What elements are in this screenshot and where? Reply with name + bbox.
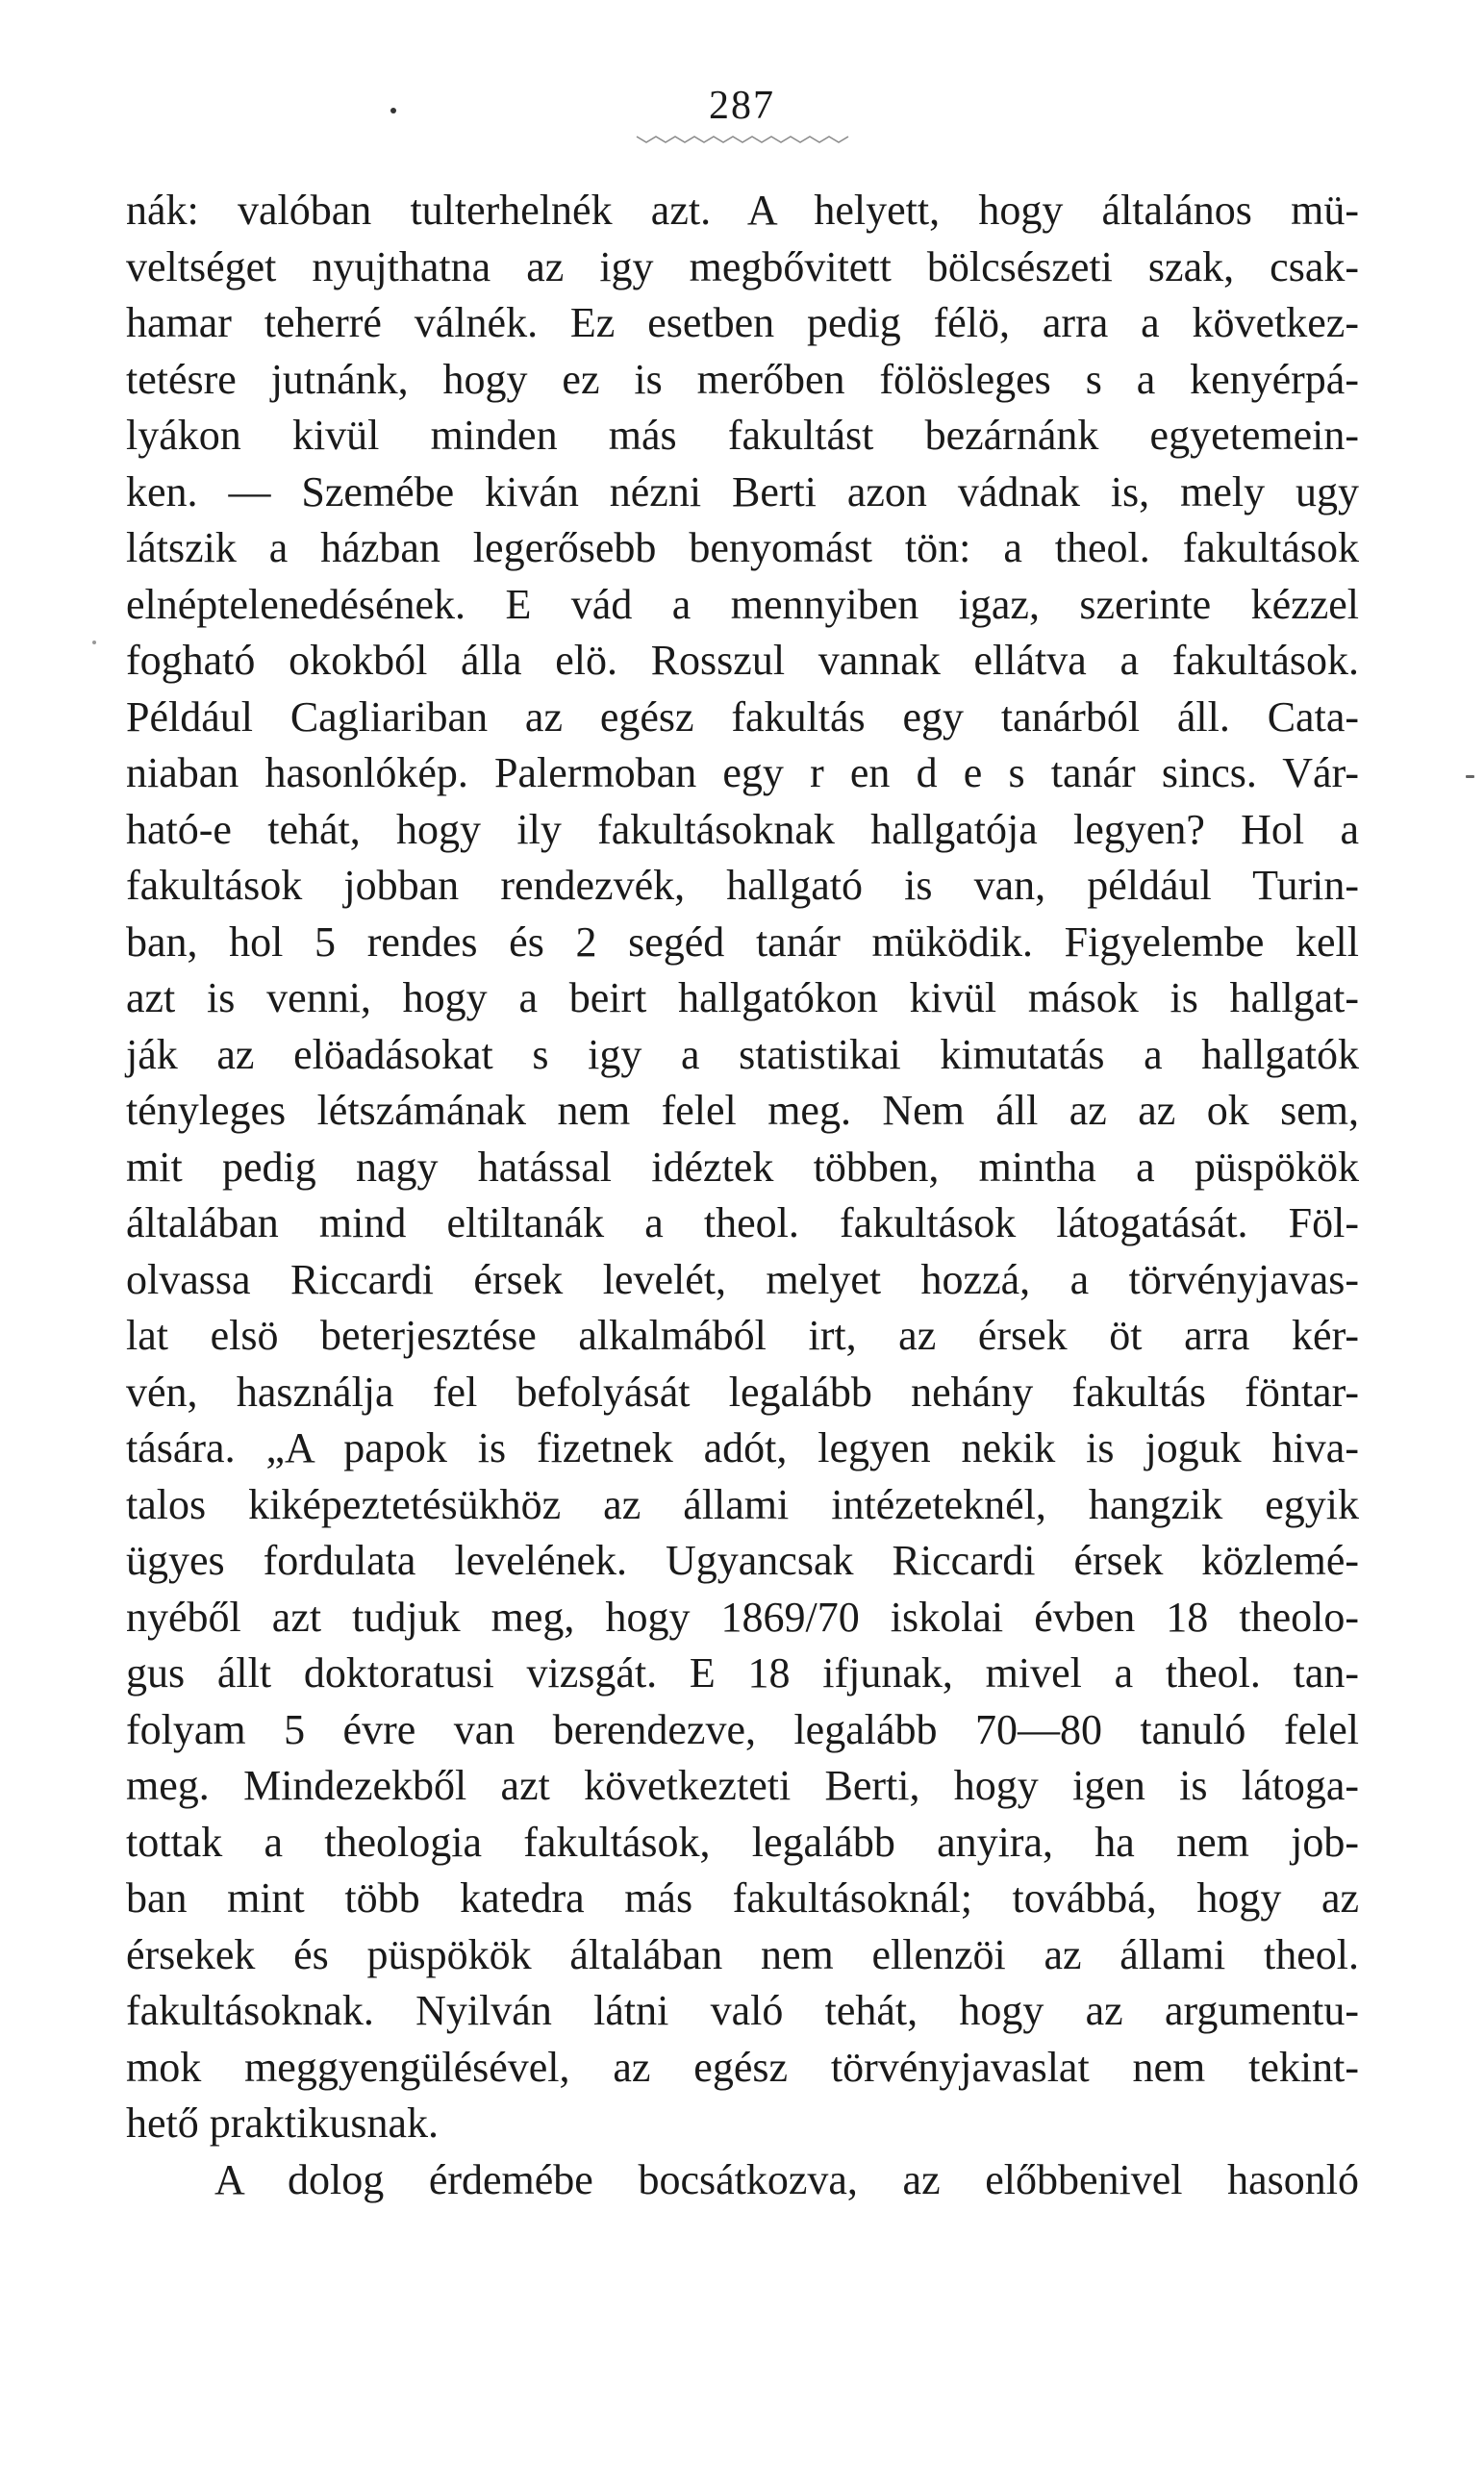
text-line: lat elsö beterjesztése alkalmából irt, az érsek öt arra kér- bbox=[126, 1312, 1359, 1359]
text-line: talos kiképeztetésükhöz az állami intézeteknél, hangzik egyik bbox=[126, 1480, 1359, 1528]
text-line: ható-e tehát, hogy ily fakultásoknak hallgatója legyen? Hol a bbox=[126, 805, 1359, 853]
stray-dot-top bbox=[390, 108, 396, 113]
text-line: mok meggyengülésével, az egész törvényjavaslat nem tekint- bbox=[126, 2043, 1359, 2091]
paragraph-2 bbox=[126, 2152, 1359, 2209]
text-line: látszik a házban legerősebb benyomást tön: a theol. fakultások bbox=[126, 524, 1359, 571]
text-line: tottak a theologia fakultások, legalább anyira, ha nem job- bbox=[126, 1818, 1359, 1866]
body-text bbox=[126, 183, 1359, 2208]
page-number: 287 bbox=[709, 84, 775, 128]
text-line: ban, hol 5 rendes és 2 segéd tanár müködik. Figyelembe kell bbox=[126, 918, 1359, 966]
text-line: niaban hasonlókép. Palermoban egy r en d e s tanár sincs. Vár- bbox=[126, 749, 1359, 796]
text-line: mit pedig nagy hatással idéztek többen, mintha a püspökök bbox=[126, 1143, 1359, 1191]
text-line: ják az elöadásokat s igy a statistikai kimutatás a hallgatók bbox=[126, 1030, 1359, 1078]
text-line: Például Cagliariban az egész fakultás egy tanárból áll. Cata- bbox=[126, 692, 1359, 741]
text-line: fakultásoknak. Nyilván látni való tehát, hogy az argumentu- bbox=[126, 1987, 1359, 2034]
text-line: fogható okokból álla elö. Rosszul vannak ellátva a fakultások. bbox=[126, 637, 1359, 684]
text-line: vén, használja fel befolyását legalább nehány fakultás föntar- bbox=[126, 1368, 1359, 1416]
text-line: gus állt doktoratusi vizsgát. E 18 ifjunak, mivel a theol. tan- bbox=[126, 1649, 1359, 1697]
text-line: nyéből azt tudjuk meg, hogy 1869/70 iskolai évben 18 theolo- bbox=[126, 1593, 1359, 1641]
text-line: ban mint több katedra más fakultásoknál; továbbá, hogy az bbox=[126, 1874, 1359, 1922]
stray-dot-right bbox=[1466, 775, 1474, 778]
stray-dot-left bbox=[92, 641, 96, 644]
text-line: hamar teherré válnék. Ez esetben pedig félö, arra a következ- bbox=[126, 299, 1359, 346]
text-line: folyam 5 évre van berendezve, legalább 70—80 tanuló felel bbox=[126, 1705, 1359, 1753]
text-line: ken. — Szemébe kiván nézni Berti azon vádnak is, mely ugy bbox=[126, 467, 1359, 515]
text-line: tására. „A papok is fizetnek adót, legyen nekik is joguk hiva- bbox=[126, 1424, 1359, 1471]
ornament-icon bbox=[635, 133, 856, 146]
text-line: nák: valóban tulterhelnék azt. A helyett, hogy általános mü- bbox=[126, 187, 1359, 234]
text-line: meg. Mindezekből azt következteti Berti, hogy igen is látoga- bbox=[126, 1762, 1359, 1809]
text-line: tényleges létszámának nem felel meg. Nem áll az az ok sem, bbox=[126, 1087, 1359, 1134]
text-line: fakultások jobban rendezvék, hallgató is van, például Turin- bbox=[126, 862, 1359, 909]
text-line: veltséget nyujthatna az igy megbővitett bölcsészeti szak, csak- bbox=[126, 242, 1359, 290]
text-line: olvassa Riccardi érsek levelét, melyet hozzá, a törvényjavas- bbox=[126, 1255, 1359, 1303]
text-line: hető praktikusnak. bbox=[126, 2099, 440, 2147]
text-line: általában mind eltiltanák a theol. fakultások látogatását. Föl- bbox=[126, 1199, 1359, 1246]
text-line: azt is venni, hogy a beirt hallgatókon kivül mások is hallgat- bbox=[126, 974, 1359, 1021]
text-line: érsekek és püspökök általában nem ellenzöi az állami theol. bbox=[126, 1930, 1359, 1978]
text-line: ügyes fordulata levelének. Ugyancsak Riccardi érsek közlemé- bbox=[126, 1537, 1359, 1584]
text-line: tetésre jutnánk, hogy ez is merőben fölösleges s a kenyérpá- bbox=[126, 355, 1359, 403]
paragraph-1 bbox=[126, 183, 1359, 2152]
text-line: lyákon kivül minden más fakultást bezárnánk egyetemein- bbox=[126, 412, 1359, 459]
text-line: A dolog érdemébe bocsátkozva, az előbbenivel hasonló bbox=[214, 2155, 1359, 2203]
text-line: elnéptelenedésének. E vád a mennyiben igaz, szerinte kézzel bbox=[126, 580, 1359, 628]
